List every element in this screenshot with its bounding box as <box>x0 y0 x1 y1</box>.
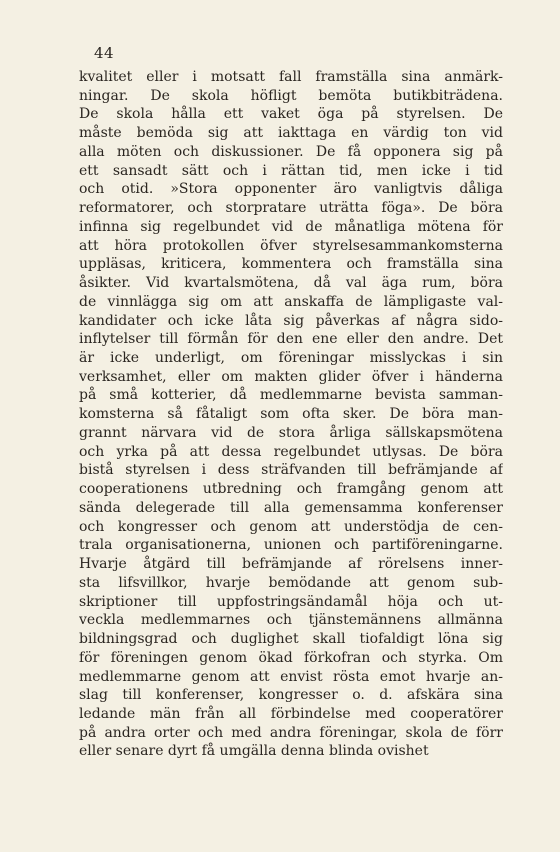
text-line: och otid. »Stora opponenter äro vanligtvis dåliga <box>79 181 503 198</box>
text-line: sta lifsvillkor, hvarje bemödande att genom sub- <box>79 574 503 591</box>
text-line: bistå styrelsen i dess sträfvanden till befrämjande af <box>79 462 503 479</box>
text-line: ett sansadt sätt och i rättan tid, men icke i tid <box>79 162 503 179</box>
text-line: och kongresser och genom att understödja de cen- <box>79 518 503 535</box>
text-line: eller senare dyrt få umgälla denna blinda ovishet <box>79 743 429 760</box>
text-line: komsterna så fåtaligt som ofta sker. De böra man- <box>79 406 503 423</box>
text-line: trala organisationerna, unionen och partiföreningarne. <box>79 537 503 554</box>
text-line: slag till konferenser, kongresser o. d. afskära sina <box>79 687 503 704</box>
text-line: De skola hålla ett vaket öga på styrelsen. De <box>79 106 503 123</box>
text-line: medlemmarne genom att envist rösta emot hvarje an- <box>79 668 503 685</box>
text-line: måste bemöda sig att iakttaga en värdig ton vid <box>79 125 503 142</box>
body-text <box>79 68 503 761</box>
text-line: cooperationens utbredning och framgång genom att <box>79 481 503 498</box>
text-line: på andra orter och med andra föreningar, skola de förr <box>79 724 503 741</box>
page-number: 44 <box>94 44 115 62</box>
text-line: för föreningen genom ökad förkofran och styrka. Om <box>79 649 503 666</box>
text-line: sända delegerade till alla gemensamma konferenser <box>79 499 503 516</box>
text-line: och yrka på att dessa regelbundet utlysas. De böra <box>79 443 503 460</box>
text-line: ledande män från all förbindelse med cooperatörer <box>79 705 503 722</box>
text-line: att höra protokollen öfver styrelsesammankomsterna <box>79 237 503 254</box>
text-line: uppläsas, kriticera, kommentera och framställa sina <box>79 256 503 273</box>
text-line: inflytelser till förmån för den ene eller den andre. Det <box>79 331 503 348</box>
text-line: Hvarje åtgärd till befrämjande af rörelsens inner- <box>79 556 503 573</box>
text-line: verksamhet, eller om makten glider öfver i händerna <box>79 368 503 385</box>
text-line: åsikter. Vid kvartalsmötena, då val äga rum, böra <box>79 275 503 292</box>
text-line: reformatorer, och storpratare uträtta föga». De böra <box>79 200 503 217</box>
text-line: kandidater och icke låta sig påverkas af några sido- <box>79 312 503 329</box>
text-line: är icke underligt, om föreningar misslyckas i sin <box>79 350 503 367</box>
text-line: veckla medlemmarnes och tjänstemännens allmänna <box>79 612 503 629</box>
text-line: skriptioner till uppfostringsändamål höja och ut- <box>79 593 503 610</box>
text-line: bildningsgrad och duglighet skall tiofaldigt löna sig <box>79 631 503 648</box>
text-line: kvalitet eller i motsatt fall framställa sina anmärk- <box>79 69 503 85</box>
text-line: ningar. De skola höfligt bemöta butikbiträdena. <box>79 87 503 104</box>
text-line: på små kotterier, då medlemmarne bevista samman- <box>79 387 503 404</box>
text-line: alla möten och diskussioner. De få opponera sig på <box>79 143 503 160</box>
text-line: grannt närvara vid de stora årliga sällskapsmötena <box>79 424 503 441</box>
text-line: infinna sig regelbundet vid de månatliga mötena för <box>79 218 503 235</box>
text-line: de vinnlägga sig om att anskaffa de lämpligaste val- <box>79 293 503 310</box>
